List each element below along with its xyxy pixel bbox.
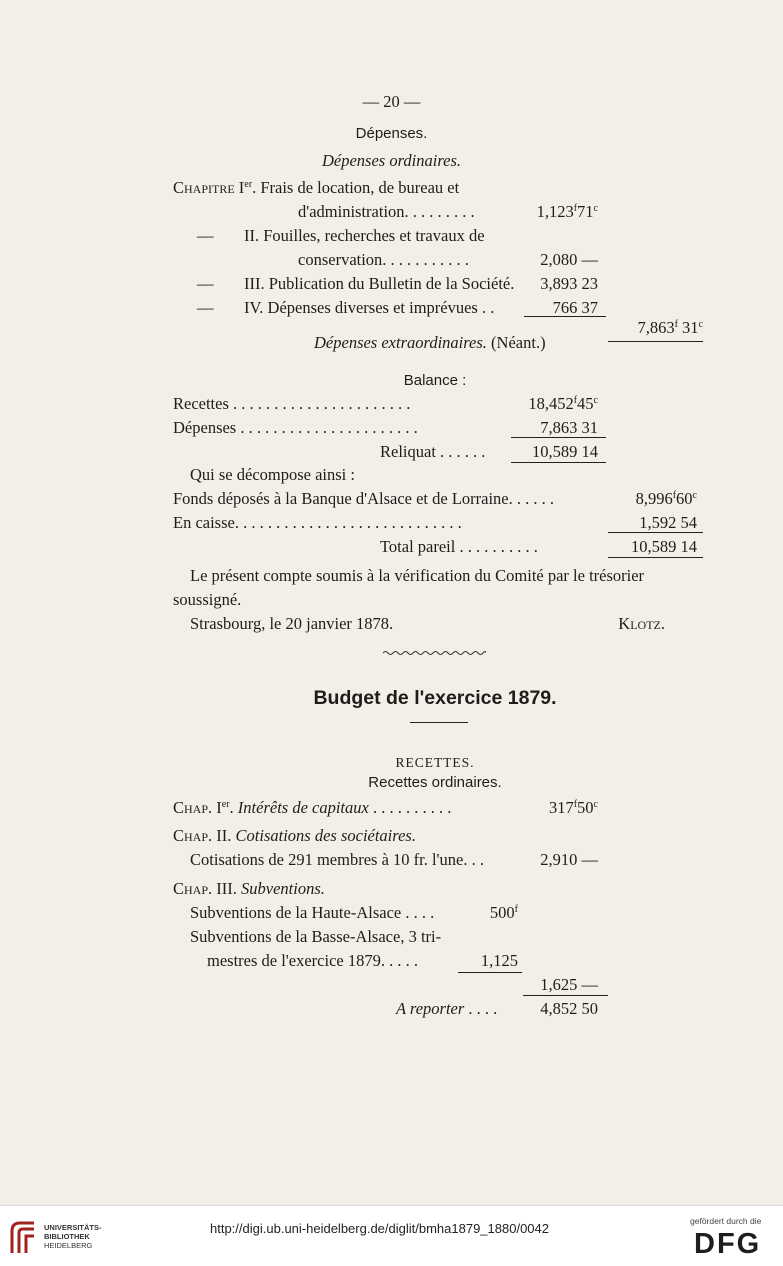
place-date: Strasbourg, le 20 janvier 1878. (190, 614, 394, 633)
subvention-haute-alsace-label: Subventions de la Haute-Alsace . . . . (190, 903, 435, 922)
chapitre-4-dash: — (197, 298, 214, 317)
subvention-basse-alsace-line-1: Subventions de la Basse-Alsace, 3 tri- (190, 927, 442, 946)
budget-title: Budget de l'exercice 1879. (313, 687, 557, 709)
wavy-separator (383, 650, 486, 656)
chapitre-2-dash: — (197, 226, 214, 245)
balance-recettes-amount: 18,452$^f$45$^c$ (528, 394, 598, 413)
chapitre-2-line-1: II. Fouilles, recherches et travaux de (244, 226, 485, 245)
chapitre-2-line-2: conservation. . . . . . . . . . . (298, 250, 469, 269)
balance-depenses-label: Dépenses . . . . . . . . . . . . . . . . . . . . . . (173, 418, 418, 437)
balance-recettes-label: Recettes . . . . . . . . . . . . . . . . . . . . . . (173, 394, 411, 413)
chapitre-1-line-1: Chapitre Ier. Frais de location, de bureau et (173, 178, 460, 197)
balance-depenses-amount: 7,863 31 (540, 418, 598, 437)
fonds-label: Fonds déposés à la Banque d'Alsace et de Lorraine. . . . . . (173, 489, 554, 508)
depenses-heading: Dépenses. (355, 125, 428, 142)
subtotal-rule (524, 316, 606, 317)
library-name-line-2: BIBLIOTHEK (44, 1232, 90, 1241)
total-pareil-amount: 10,589 14 (631, 537, 697, 556)
fonds-amount: 8,996$^f$60$^c$ (635, 489, 697, 508)
chapitre-2-amount: 2,080 — (540, 250, 598, 269)
balance-heading: Balance : (403, 372, 467, 389)
budget-chap-1: Chap. Ier. Intérêts de capitaux . . . . . . . . . . (173, 798, 452, 817)
reliquat-label: Reliquat . . . . . . (380, 442, 486, 461)
depenses-total: 7,863$^f$ 31$^c$ (637, 318, 703, 337)
chapitre-3-line: III. Publication du Bulletin de la Société. (244, 274, 515, 293)
total-pareil-rule (608, 557, 703, 558)
library-name-line-1: UNIVERSITÄTS- (44, 1223, 102, 1232)
library-name-line-3: HEIDELBERG (44, 1241, 93, 1250)
statement-line-2: soussigné. (173, 590, 242, 609)
signature: Klotz. (618, 614, 665, 633)
chapitre-1-amount: 1,123$^f$71$^c$ (536, 202, 598, 221)
chapitre-3-dash: — (197, 274, 214, 293)
chapitre-1-line-2: d'administration. . . . . . . . . (298, 202, 475, 221)
subventions-total: 1,625 — (540, 975, 598, 994)
recettes-heading: RECETTES. (395, 755, 475, 770)
reliquat-rule (511, 462, 606, 463)
depenses-ordinaires-heading: Dépenses ordinaires. (321, 151, 461, 170)
viewer-footer (0, 1205, 783, 1266)
balance-rule (511, 437, 606, 438)
library-name (44, 1223, 102, 1250)
decompose-text: Qui se décompose ainsi : (190, 465, 355, 484)
subventions-total-rule (523, 995, 608, 996)
budget-chap-3: Chap. III. Subventions. (173, 879, 325, 898)
budget-chap-2: Chap. II. Cotisations des sociétaires. (173, 826, 416, 845)
funded-by-text: gefördert durch die (690, 1216, 762, 1226)
recettes-ordinaires-heading: Recettes ordinaires. (368, 774, 502, 791)
budget-chap-1-amount: 317$^f$50$^c$ (548, 798, 598, 817)
reliquat-amount: 10,589 14 (532, 442, 598, 461)
total-pareil-label: Total pareil . . . . . . . . . . (380, 537, 538, 556)
chapitre-4-amount: 766 37 (552, 298, 598, 317)
chapitre-4-line: IV. Dépenses diverses et imprévues . . (244, 298, 495, 317)
statement-line-1: Le présent compte soumis à la vérification du Comité par le trésorier (190, 566, 645, 585)
a-reporter-amount: 4,852 50 (540, 999, 598, 1018)
university-library-logo-icon (8, 1219, 38, 1257)
caisse-amount: 1,592 54 (639, 513, 697, 532)
chapitre-3-amount: 3,893 23 (540, 274, 598, 293)
a-reporter: A reporter . . . . (396, 999, 498, 1018)
permalink-url[interactable]: http://digi.ub.uni-heidelberg.de/diglit/bmha1879_1880/0042 (210, 1221, 549, 1236)
caisse-label: En caisse. . . . . . . . . . . . . . . . . . . . . . . . . . . . (173, 513, 462, 532)
cotisations-amount: 2,910 — (540, 850, 598, 869)
budget-title-rule (410, 722, 468, 723)
cotisations-line: Cotisations de 291 membres à 10 fr. l'une. . . (190, 850, 484, 869)
total-rule (608, 341, 703, 342)
subventions-rule (458, 972, 522, 973)
page-number: — 20 — (362, 92, 421, 111)
dfg-logo: DFG (694, 1228, 762, 1260)
subvention-haute-alsace-amount: 500$^f$ (489, 903, 518, 922)
depenses-extraordinaires: Dépenses extraordinaires. (Néant.) (314, 333, 546, 352)
subvention-basse-alsace-line-2: mestres de l'exercice 1879. . . . . (207, 951, 418, 970)
caisse-rule (608, 532, 703, 533)
subvention-basse-alsace-amount: 1,125 (480, 951, 518, 970)
